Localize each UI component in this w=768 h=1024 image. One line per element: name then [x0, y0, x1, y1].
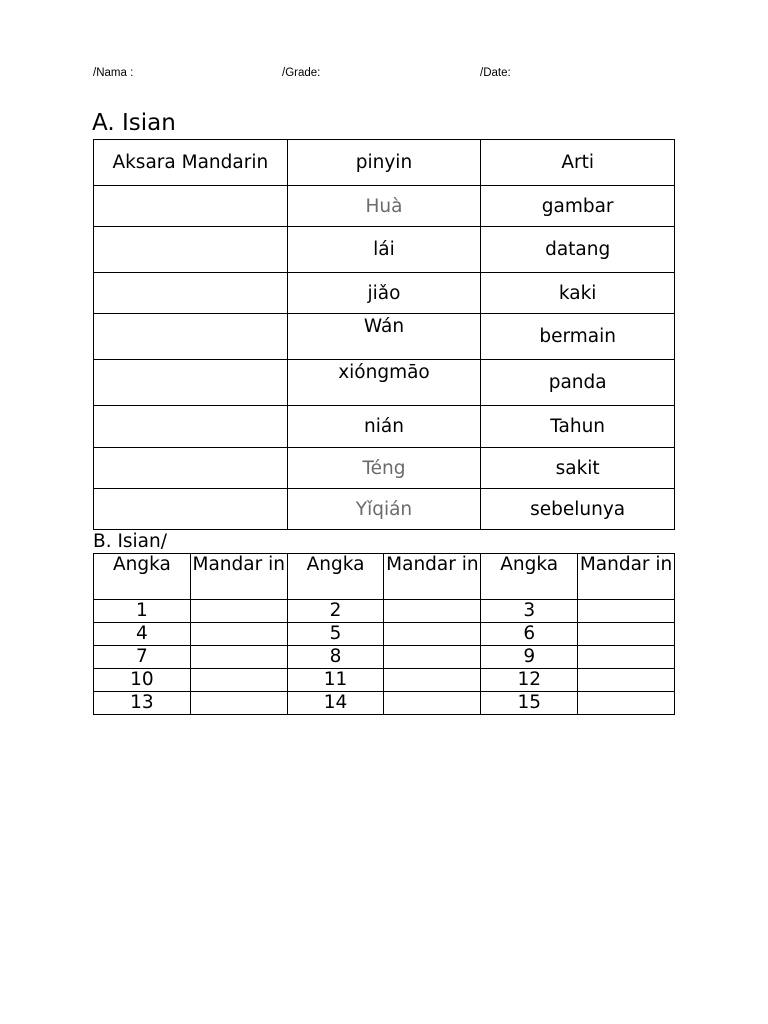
column-header-mandarin — [578, 554, 675, 600]
numbers-table-header — [94, 554, 675, 600]
arti-cell-text: panda — [548, 372, 607, 393]
arti-cell-text: datang — [545, 239, 611, 260]
pinyin-cell-text: lái — [373, 239, 395, 260]
angka-value: 1 — [136, 600, 148, 621]
hanzi-cell — [94, 227, 288, 273]
column-header-aksara-label: Aksara Mandarin — [112, 151, 269, 173]
vocabulary-table-header — [94, 140, 675, 186]
vocabulary-row — [94, 186, 675, 227]
angka-cell — [287, 646, 384, 669]
angka-cell — [287, 692, 384, 715]
grade-label-text: /Grade: — [282, 67, 321, 79]
section-a-heading — [92, 110, 176, 136]
vocabulary-row — [94, 273, 675, 314]
angka-value: 2 — [329, 600, 342, 621]
column-header-arti — [481, 140, 675, 186]
column-header-mandarin-label: Mandar in — [579, 554, 673, 575]
numbers-row — [94, 646, 675, 669]
pinyin-cell-text: Huà — [365, 195, 403, 217]
column-header-angka-label: Angka — [112, 554, 171, 575]
column-header-pinyin — [287, 140, 481, 186]
column-header-angka-label: Angka — [500, 554, 559, 575]
pinyin-cell — [287, 273, 481, 314]
hanzi-cell — [94, 448, 288, 489]
angka-value: 14 — [323, 692, 348, 713]
column-header-arti-label: Arti — [561, 151, 594, 173]
pinyin-cell-text: jiǎo — [367, 282, 401, 304]
hanzi-cell — [94, 489, 288, 530]
column-header-mandarin — [384, 554, 481, 600]
angka-cell — [481, 600, 578, 623]
numbers-row — [94, 669, 675, 692]
section-b-heading — [93, 531, 167, 552]
arti-cell-text: gambar — [541, 195, 614, 217]
vocabulary-row — [94, 227, 675, 273]
mandarin-answer-cell — [384, 623, 481, 646]
section-a-text: Isian — [121, 110, 176, 136]
hanzi-cell — [94, 273, 288, 314]
angka-cell — [94, 623, 191, 646]
hanzi-cell — [94, 406, 288, 448]
angka-value: 13 — [130, 692, 154, 713]
vocabulary-row — [94, 406, 675, 448]
arti-cell — [481, 360, 675, 406]
date-label-text: /Date: — [480, 67, 511, 79]
column-header-aksara — [94, 140, 288, 186]
angka-cell — [481, 692, 578, 715]
arti-cell-text: kaki — [558, 282, 597, 304]
angka-cell — [287, 669, 384, 692]
name-label — [93, 67, 133, 79]
name-label-text: /Nama : — [93, 67, 134, 79]
arti-cell-text: sebelunya — [530, 498, 626, 520]
angka-value: 3 — [523, 600, 536, 621]
vocabulary-row — [94, 489, 675, 530]
numbers-table — [93, 553, 675, 715]
mandarin-answer-cell — [578, 623, 675, 646]
mandarin-answer-cell — [190, 600, 287, 623]
arti-cell-text: Tahun — [550, 416, 606, 437]
pinyin-cell-text: Téng — [362, 457, 406, 479]
angka-cell — [94, 600, 191, 623]
mandarin-answer-cell — [578, 692, 675, 715]
numbers-row — [94, 692, 675, 715]
hanzi-cell — [94, 360, 288, 406]
hanzi-cell — [94, 314, 288, 360]
angka-cell — [94, 669, 191, 692]
pinyin-cell-text: Yǐqián — [355, 498, 413, 520]
angka-value: 4 — [136, 623, 148, 644]
date-label — [480, 67, 511, 79]
column-header-mandarin — [190, 554, 287, 600]
mandarin-answer-cell — [384, 646, 481, 669]
pinyin-cell — [287, 227, 481, 273]
column-header-angka — [287, 554, 384, 600]
mandarin-answer-cell — [384, 669, 481, 692]
mandarin-answer-cell — [384, 692, 481, 715]
angka-value: 6 — [523, 623, 536, 644]
mandarin-answer-cell — [578, 669, 675, 692]
numbers-row — [94, 600, 675, 623]
angka-value: 7 — [136, 646, 148, 667]
angka-cell — [94, 692, 191, 715]
arti-cell — [481, 448, 675, 489]
column-header-mandarin-label: Mandar in — [386, 554, 479, 575]
column-header-mandarin-label: Mandar in — [192, 554, 285, 575]
pinyin-cell — [287, 406, 481, 448]
arti-cell-text: bermain — [539, 326, 616, 347]
angka-value: 12 — [517, 669, 541, 690]
arti-cell — [481, 489, 675, 530]
angka-cell — [287, 600, 384, 623]
column-header-angka — [94, 554, 191, 600]
pinyin-cell — [287, 360, 481, 406]
grade-label — [282, 67, 320, 79]
section-b-heading-text: B. Isian/ — [93, 531, 167, 552]
arti-cell — [481, 314, 675, 360]
arti-cell — [481, 186, 675, 227]
hanzi-cell — [94, 186, 288, 227]
vocabulary-row — [94, 448, 675, 489]
pinyin-cell — [287, 489, 481, 530]
angka-cell — [481, 669, 578, 692]
angka-value: 11 — [323, 669, 348, 690]
column-header-angka — [481, 554, 578, 600]
column-header-angka-label: Angka — [306, 554, 365, 575]
pinyin-cell — [287, 186, 481, 227]
pinyin-cell — [287, 448, 481, 489]
angka-value: 10 — [130, 669, 154, 690]
mandarin-answer-cell — [578, 646, 675, 669]
vocabulary-table — [93, 139, 675, 530]
angka-value: 8 — [329, 646, 342, 667]
arti-cell-text: sakit — [555, 457, 600, 479]
page-title — [0, 44, 768, 66]
pinyin-cell-text: nián — [364, 416, 404, 437]
pinyin-cell-text: xióngmāo — [338, 362, 430, 383]
arti-cell — [481, 273, 675, 314]
angka-value: 9 — [523, 646, 536, 667]
mandarin-answer-cell — [190, 623, 287, 646]
vocabulary-row — [94, 360, 675, 406]
vocabulary-row — [94, 314, 675, 360]
angka-cell — [287, 623, 384, 646]
angka-cell — [481, 623, 578, 646]
angka-cell — [481, 646, 578, 669]
angka-value: 15 — [517, 692, 541, 713]
mandarin-answer-cell — [384, 600, 481, 623]
mandarin-answer-cell — [190, 669, 287, 692]
mandarin-answer-cell — [190, 646, 287, 669]
pinyin-cell — [287, 314, 481, 360]
pinyin-cell-text: Wán — [363, 316, 405, 337]
mandarin-answer-cell — [578, 600, 675, 623]
mandarin-answer-cell — [190, 692, 287, 715]
arti-cell — [481, 406, 675, 448]
column-header-pinyin-label: pinyin — [355, 151, 413, 173]
angka-value: 5 — [329, 623, 342, 644]
numbers-row — [94, 623, 675, 646]
section-a-prefix: A. — [92, 110, 122, 136]
arti-cell — [481, 227, 675, 273]
angka-cell — [94, 646, 191, 669]
